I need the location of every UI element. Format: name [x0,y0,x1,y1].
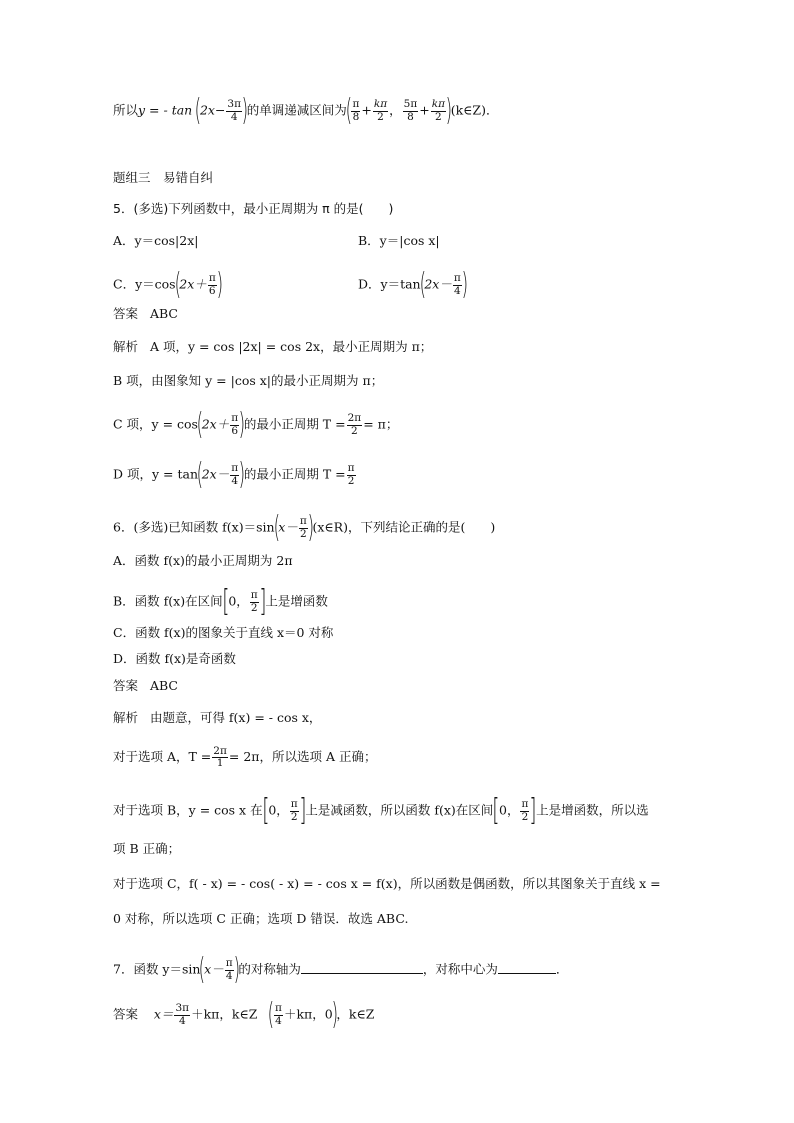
q5-option-c: C．y＝cos(2x＋ $\frac{\pi}{6}$ ) [113,267,223,302]
q5-analysis-a: 解析 A 项，y = cos |2x| = cos 2x，最小正周期为 π； [113,339,433,354]
q6-analysis-intro: 解析 由题意，可得 f(x) = - cos x， [113,710,322,725]
q6-option-c: C．函数 f(x)的图象关于直线 x＝0 对称 [113,625,334,640]
q6-stem: 6．(多选)已知函数 f(x)＝sin(x－ $\frac{\pi}{2}$ )(x∈R)，下列结论正确的是( ) [113,510,496,545]
fraction: $\frac{\pi}{6}$ [231,412,239,437]
q6-analysis-b-cont: 项 B 正确； [113,841,181,856]
q5-stem: 5．(多选)下列函数中，最小正周期为 π 的是( ) [113,201,394,216]
fraction: $\frac{5\pi}{8}$ [403,98,418,123]
fraction: $\frac{\pi}{2}$ [347,462,355,487]
q7-answer: 答案 x＝ $\frac{3\pi}{4}$ ＋kπ，k∈Z ( $\frac{\pi}{4}$ ＋kπ，0)，k∈Z [113,997,375,1032]
fraction: $\frac{k\pi}{2}$ [373,98,388,123]
q6-option-b: B．函数 f(x)在区间[0， $\frac{\pi}{2}$ ]上是增函数 [113,584,328,619]
fraction: $\frac{3\pi}{4}$ [175,1002,190,1027]
q5-option-a: A．y＝cos|2x| [113,233,199,248]
fraction: $\frac{k\pi}{2}$ [431,98,445,123]
interval-conclusion-line: 所以y = - tan (2x− $\frac{3\pi}{4}$ )的单调递减区间为( $\frac{\pi}{8}$ + $\frac{k\pi}{2}$ ， $\frac{5\pi}{8}$ + $\frac{k\pi}{2}$ )(k∈Z)． [113,93,499,128]
q5-option-b: B．y＝|cos x| [358,233,440,248]
fraction: $\frac{\pi}{4}$ [225,957,233,982]
fraction: $\frac{2\pi}{2}$ [347,412,362,437]
fraction: $\frac{\pi}{4}$ [453,272,461,297]
q5-analysis-b: B 项，由图象知 y = |cos x|的最小正周期为 π； [113,373,384,388]
fraction: $\frac{\pi}{4}$ [231,462,239,487]
fraction: $\frac{\pi}{2}$ [521,798,529,823]
fraction: $\frac{\pi}{8}$ [352,98,360,123]
q6-answer: 答案 ABC [113,678,178,693]
q6-analysis-b: 对于选项 B，y = cos x 在[0， $\frac{\pi}{2}$ ]上是减函数，所以函数 f(x)在区间[0， $\frac{\pi}{2}$ ]上是增函数，所以选 [113,793,649,828]
fraction: $\frac{2\pi}{1}$ [213,745,227,770]
q6-analysis-a: 对于选项 A，T = $\frac{2\pi}{1}$ = 2π，所以选项 A 正确； [113,745,377,770]
q6-option-d: D．函数 f(x)是奇函数 [113,651,236,666]
section-title: 题组三 易错自纠 [113,170,214,185]
fraction: $\frac{\pi}{4}$ [275,1002,282,1027]
answer-blank-axis [301,961,423,974]
q7-stem: 7．函数 y＝sin(x－ $\frac{\pi}{4}$ )的对称轴为 ，对称中心为 ． [113,952,569,987]
q5-analysis-d: D 项，y = tan(2x－ $\frac{\pi}{4}$ )的最小正周期 T = $\frac{\pi}{2}$ [113,457,355,492]
q5-analysis-c: C 项，y = cos(2x＋ $\frac{\pi}{6}$ )的最小正周期 T = $\frac{2\pi}{2}$ = π； [113,407,399,442]
fraction: $\frac{\pi}{2}$ [250,589,258,614]
fraction: $\frac{\pi}{2}$ [299,515,307,540]
fraction: $\frac{\pi}{2}$ [290,798,298,823]
answer-blank-center [498,961,556,974]
q6-analysis-c: 对于选项 C，f( - x) = - cos( - x) = - cos x = f(x)，所以函数是偶函数，所以其图象关于直线 x = [113,876,661,891]
q5-option-d: D．y＝tan(2x－ $\frac{\pi}{4}$ ) [358,267,468,302]
q5-answer: 答案 ABC [113,306,178,321]
q6-option-a: A．函数 f(x)的最小正周期为 2π [113,553,293,568]
fraction: $\frac{\pi}{6}$ [208,272,216,297]
q6-analysis-conclusion: 0 对称，所以选项 C 正确；选项 D 错误．故选 ABC. [113,911,409,926]
fraction: $\frac{3\pi}{4}$ [227,98,242,123]
